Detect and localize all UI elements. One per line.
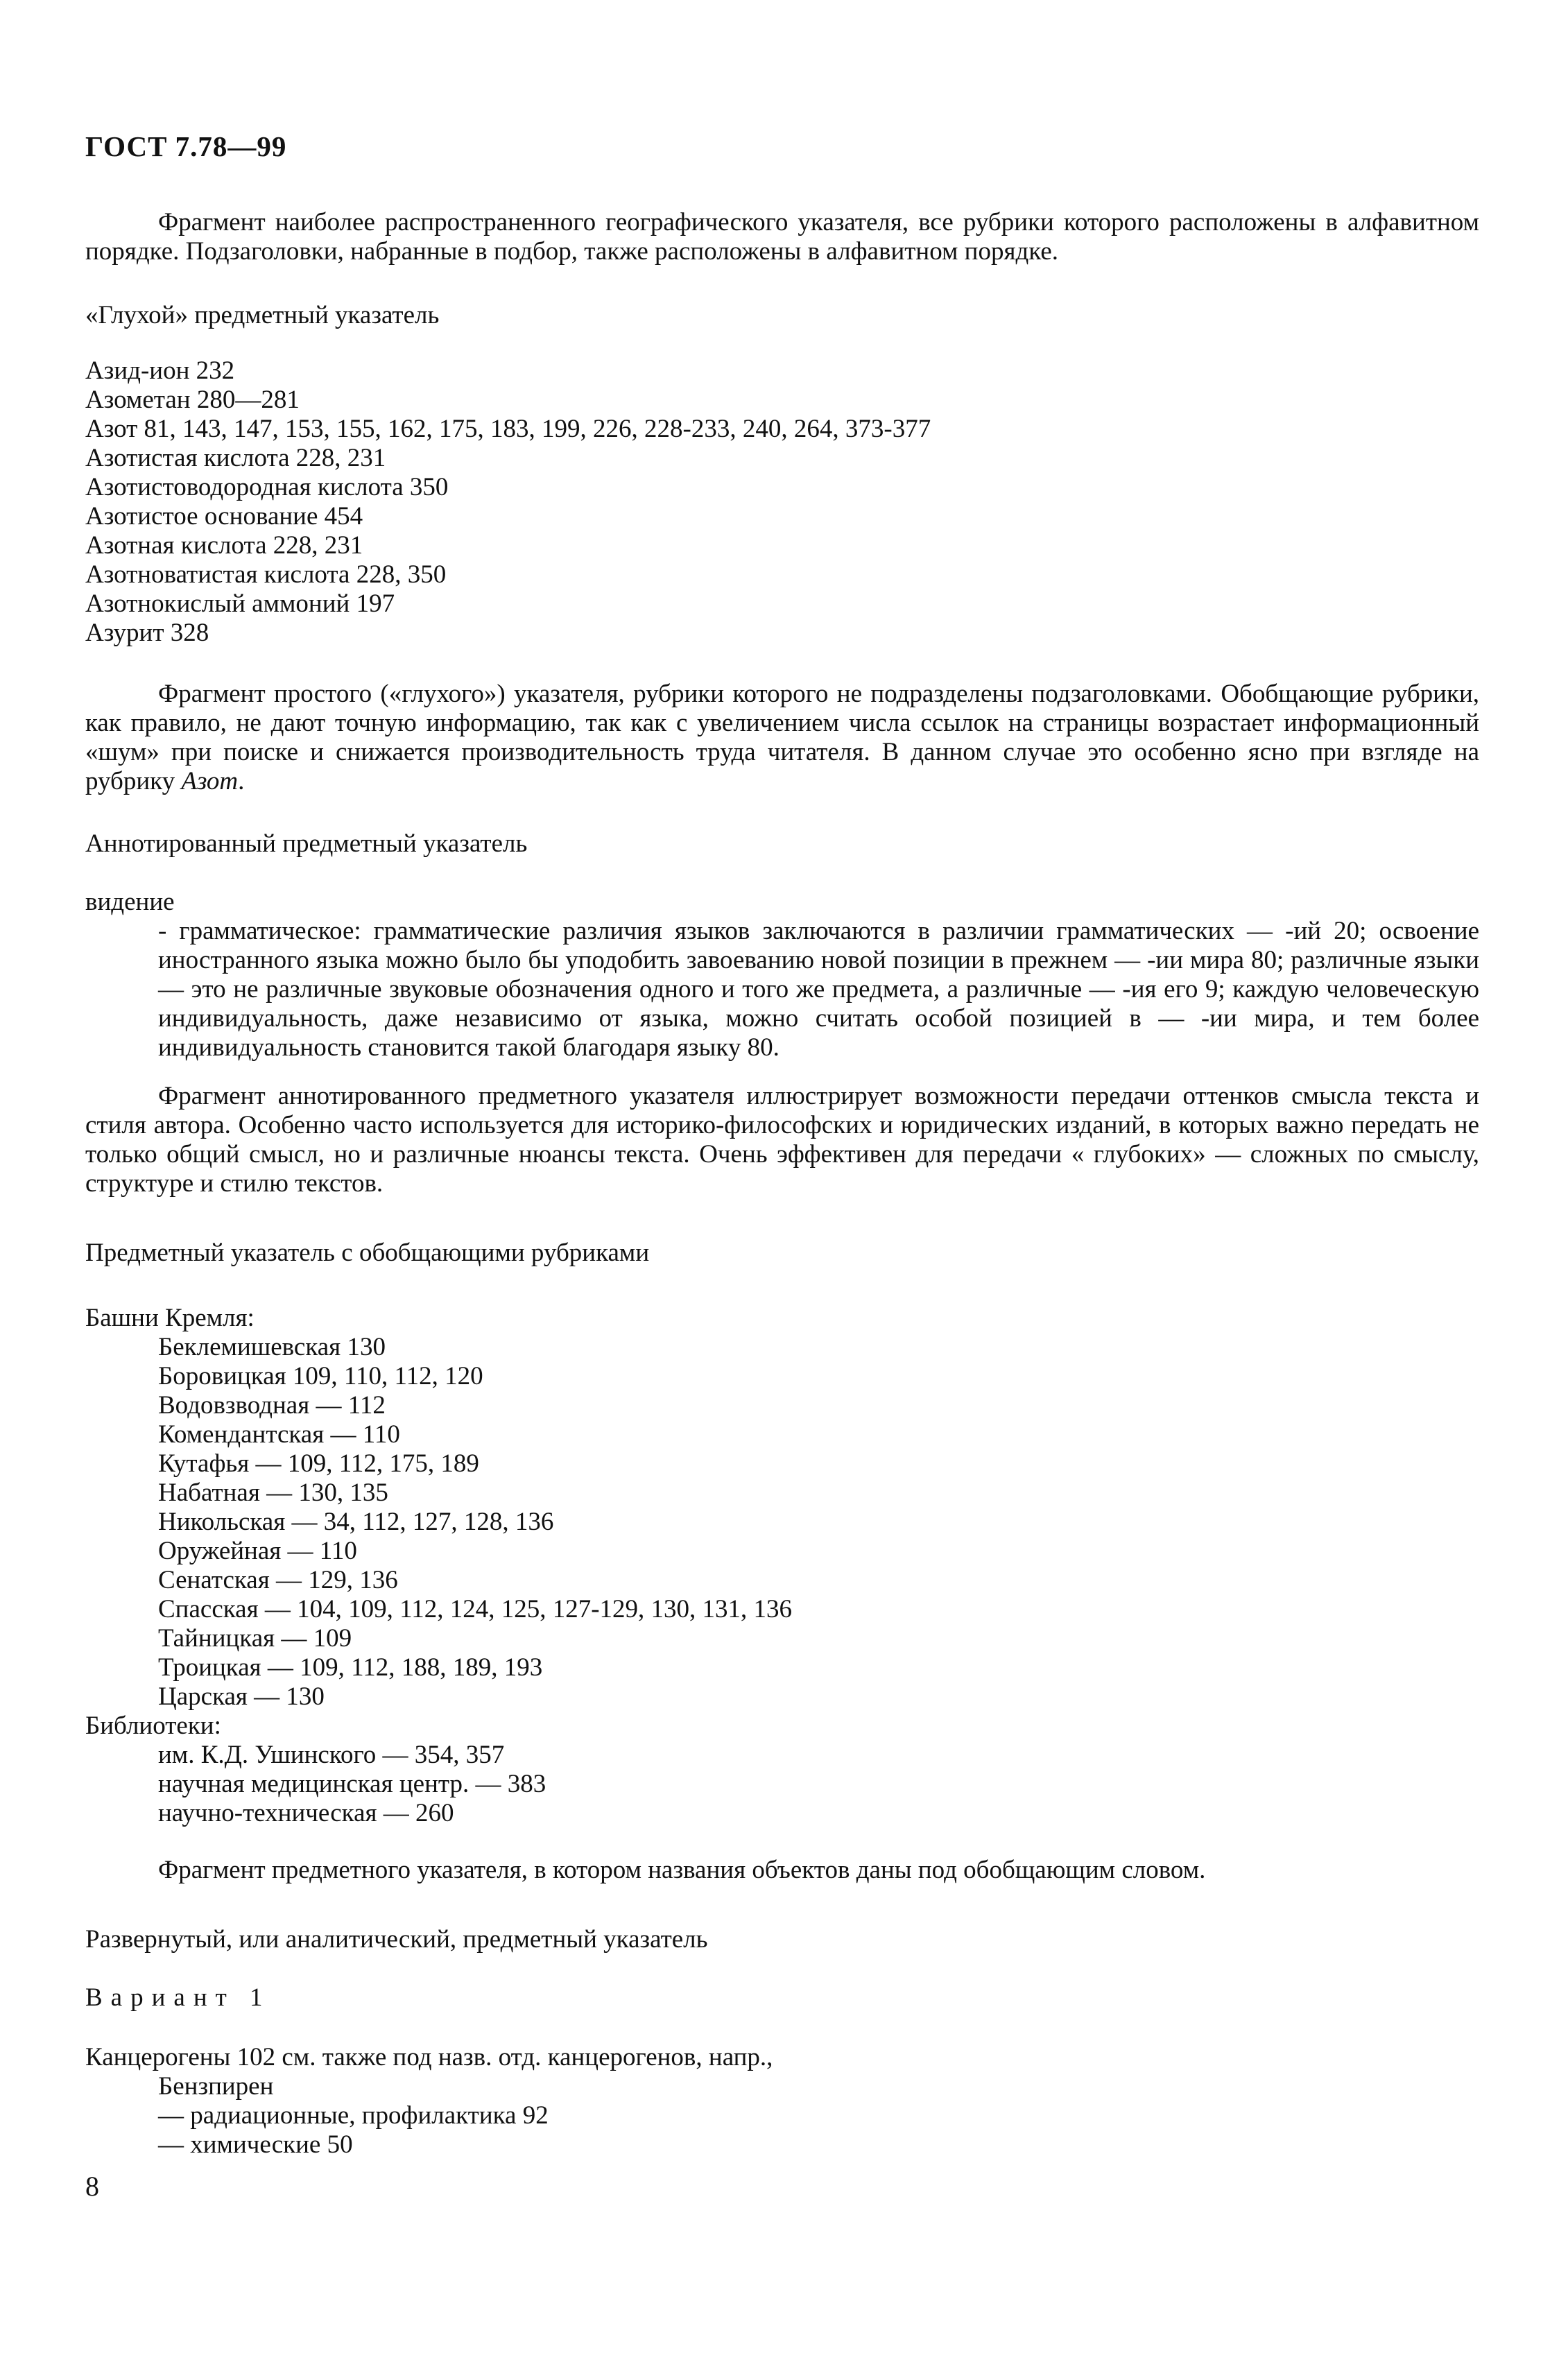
generic-index-comment: Фрагмент предметного указателя, в котором названия объектов даны под обобщающим словом. bbox=[158, 1856, 1206, 1884]
list-item: Спасская — 104, 109, 112, 124, 125, 127-129, 130, 131, 136 bbox=[158, 1595, 793, 1623]
annotated-index-comment: Фрагмент аннотированного предметного указателя иллюстрирует возможности передачи оттенков смысла текста и стиля автора. Особенно часто используется для историко-философских и юридических изданий, в которых важно передать не только общий смысл, но и различные нюансы текста. Очень эффективен для передачи « глубоких» — сложных по смыслу, структуре и стилю текстов. bbox=[85, 1082, 1479, 1198]
deaf-index-comment bbox=[85, 680, 1479, 796]
list-item: Азурит 328 bbox=[85, 619, 209, 647]
entry-subline: — химические 50 bbox=[158, 2130, 353, 2159]
entry-subline: — радиационные, профилактика 92 bbox=[158, 2101, 549, 2130]
analytic-index-heading: Развернутый, или аналитический, предметный указатель bbox=[85, 1925, 708, 1954]
page-number: 8 bbox=[85, 2171, 99, 2202]
list-item: Комендантская — 110 bbox=[158, 1420, 400, 1449]
analytic-index-entry bbox=[85, 2043, 773, 2160]
list-item: Азотноватистая кислота 228, 350 bbox=[85, 560, 447, 589]
annotated-index-term: видение bbox=[85, 888, 175, 916]
list-item: Царская — 130 bbox=[158, 1682, 325, 1711]
list-item: научная медицинская центр. — 383 bbox=[158, 1770, 546, 1798]
list-item: научно-техническая — 260 bbox=[158, 1799, 454, 1827]
list-item: Водовзводная — 112 bbox=[158, 1391, 386, 1420]
list-item: Азотистоводородная кислота 350 bbox=[85, 473, 449, 501]
generic-index-list bbox=[85, 1304, 792, 1828]
document-header: ГОСТ 7.78—99 bbox=[85, 130, 287, 162]
comment-italic-term: Азот bbox=[181, 767, 239, 795]
list-item: Кутафья — 109, 112, 175, 189 bbox=[158, 1449, 479, 1478]
annotation-text: - грамматическое: грамматические различия языков заключаются в различии грамматических — -ий 20; освоение иностранного языка можно было бы уподобить завоеванию новой позиции в прежнем — -ии мира 80; различные языки — это не различные звуковые обозначения одного и того же предмета, а различные — -ия его 9; каждую человеческую индивидуальность, даже независимо от языка, можно считать особой позицией в — -ии мира, и тем более индивидуальность становится такой благодаря языку 80. bbox=[158, 917, 1479, 1062]
entry-subline: Бензпирен bbox=[158, 2072, 274, 2101]
list-item: Оружейная — 110 bbox=[158, 1537, 357, 1565]
list-item: Азот 81, 143, 147, 153, 155, 162, 175, 183, 199, 226, 228-233, 240, 264, 373-377 bbox=[85, 415, 931, 443]
comment-text: Фрагмент простого («глухого») указателя, рубрики которого не подразделены подзаголовками. Обобщающие рубрики, как правило, не дают точную информацию, так как с увеличением числа ссылок на страницы возрастает информационный «шум» при поиске и снижается производительность труда читателя. В данном случае это особенно ясно при взгляде на рубрику bbox=[85, 680, 1479, 795]
list-item: Троицкая — 109, 112, 188, 189, 193 bbox=[158, 1653, 543, 1682]
list-item: Сенатская — 129, 136 bbox=[158, 1566, 398, 1594]
list-item: Набатная — 130, 135 bbox=[158, 1479, 388, 1507]
annotated-index-heading: Аннотированный предметный указатель bbox=[85, 829, 528, 858]
list-item: Тайницкая — 109 bbox=[158, 1624, 352, 1653]
list-item: Азотистая кислота 228, 231 bbox=[85, 444, 386, 472]
deaf-index-list bbox=[85, 356, 931, 648]
list-item: Азотная кислота 228, 231 bbox=[85, 531, 363, 560]
variant-label: Вариант 1 bbox=[85, 1983, 271, 2012]
list-item: Азид-ион 232 bbox=[85, 356, 235, 385]
group-title: Библиотеки: bbox=[85, 1712, 221, 1740]
list-item: им. К.Д. Ушинского — 354, 357 bbox=[158, 1741, 505, 1769]
list-item: Азотистое основание 454 bbox=[85, 502, 363, 531]
list-item: Азометан 280—281 bbox=[85, 386, 300, 414]
comment-end: . bbox=[238, 767, 245, 795]
list-item: Азотнокислый аммоний 197 bbox=[85, 589, 395, 618]
entry-line: Канцерогены 102 см. также под назв. отд. канцерогенов, напр., bbox=[85, 2043, 773, 2071]
deaf-index-heading: «Глухой» предметный указатель bbox=[85, 301, 440, 329]
list-item: Беклемишевская 130 bbox=[158, 1333, 386, 1361]
annotated-index-annotation bbox=[158, 917, 1479, 1062]
group-title: Башни Кремля: bbox=[85, 1304, 255, 1332]
list-item: Никольская — 34, 112, 127, 128, 136 bbox=[158, 1508, 554, 1536]
generic-index-heading: Предметный указатель с обобщающими рубриками bbox=[85, 1239, 650, 1267]
intro-paragraph: Фрагмент наиболее распространенного географического указателя, все рубрики которого расположены в алфавитном порядке. Подзаголовки, набранные в подбор, также расположены в алфавитном порядке. bbox=[85, 208, 1479, 266]
list-item: Боровицкая 109, 110, 112, 120 bbox=[158, 1362, 483, 1390]
